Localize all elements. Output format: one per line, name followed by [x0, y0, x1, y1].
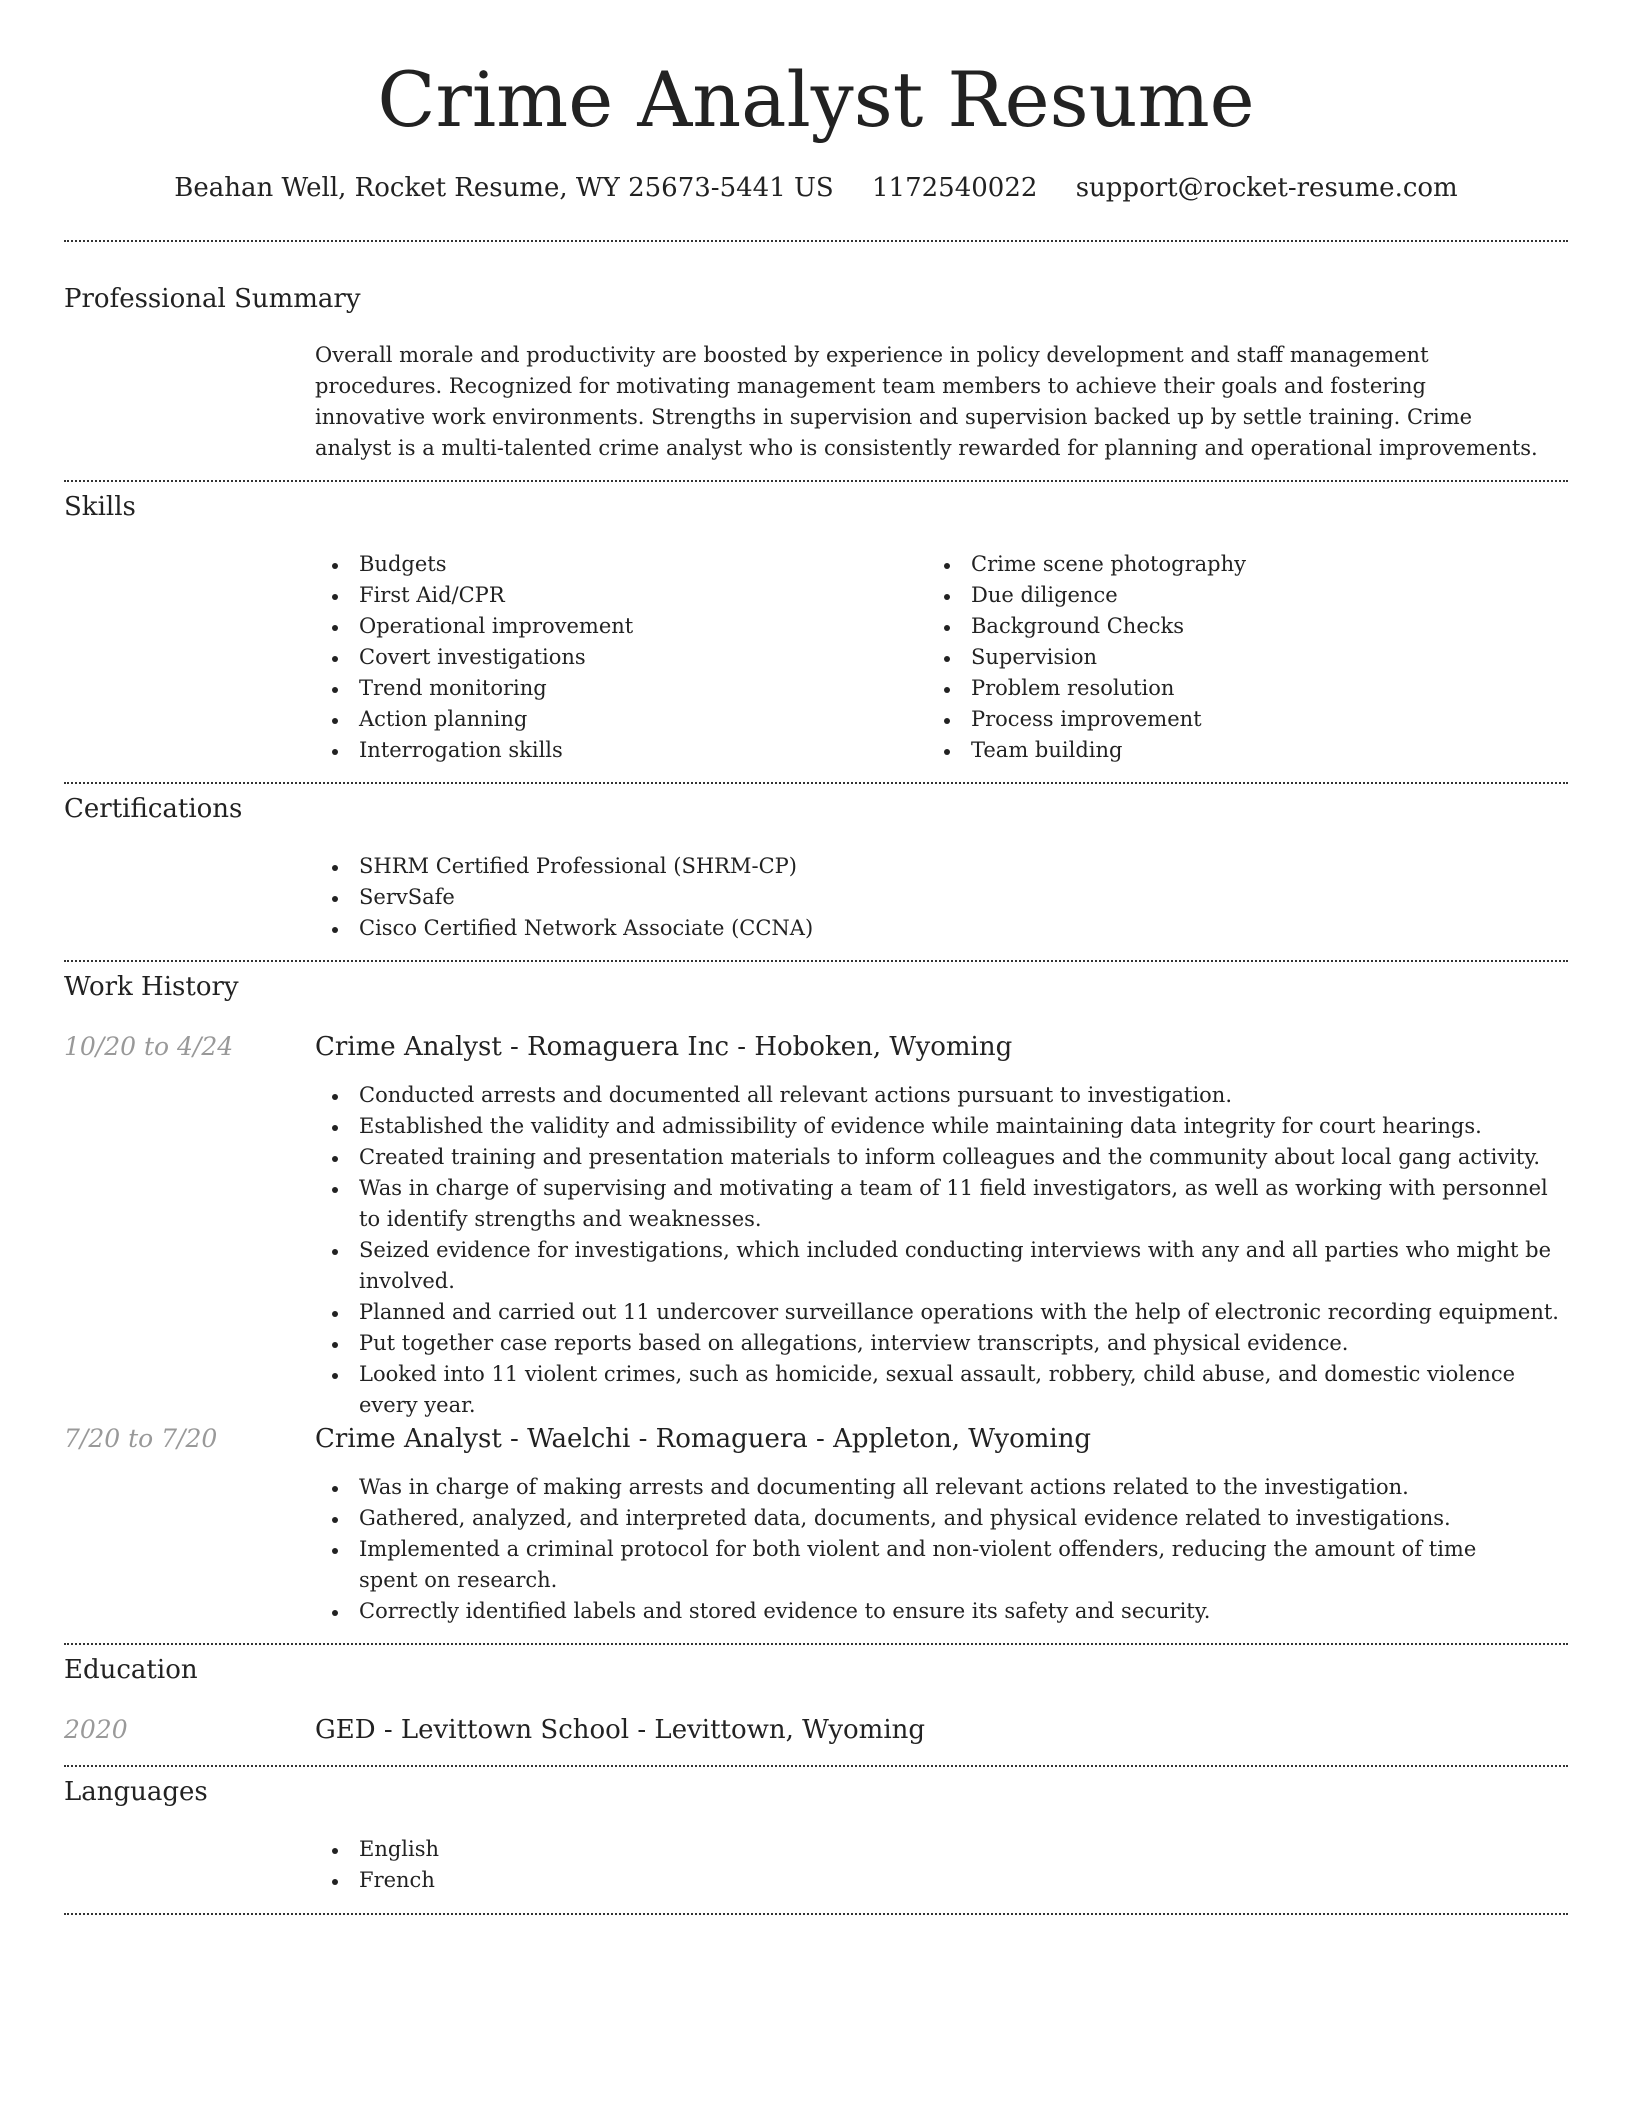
job-bullet: Implemented a criminal protocol for both violent and non-violent offenders, reducing the amount of time spent on research. [315, 1534, 1540, 1596]
skill-item: Budgets [315, 549, 895, 580]
section-divider [64, 782, 1568, 784]
contact-address: Beahan Well, Rocket Resume, WY 25673-5441 US [174, 173, 834, 203]
certifications-heading: Certifications [64, 794, 243, 824]
skills-list-right [927, 549, 1527, 766]
certification-item: ServSafe [315, 882, 1540, 913]
job-dates: 7/20 to 7/20 [64, 1424, 218, 1453]
skill-item: First Aid/CPR [315, 580, 895, 611]
job-title: Crime Analyst - Romaguera Inc - Hoboken, Wyoming [315, 1032, 1013, 1062]
job-bullet: Created training and presentation materials to inform colleagues and the community about local gang activity. [315, 1142, 1565, 1173]
job-bullet: Seized evidence for investigations, which included conducting interviews with any and all parties who might be involved. [315, 1235, 1565, 1297]
section-divider [64, 240, 1568, 242]
section-divider [64, 1643, 1568, 1645]
education-year: 2020 [64, 1715, 128, 1744]
contact-email: support@rocket-resume.com [1075, 173, 1458, 203]
job-bullet: Gathered, analyzed, and interpreted data, documents, and physical evidence related to investigations. [315, 1503, 1540, 1534]
section-divider [64, 1913, 1568, 1915]
skill-item: Covert investigations [315, 642, 895, 673]
job-bullet: Planned and carried out 11 undercover surveillance operations with the help of electronic recording equipment. [315, 1297, 1565, 1328]
language-item: French [315, 1865, 915, 1896]
skill-item: Trend monitoring [315, 673, 895, 704]
job-bullet: Put together case reports based on allegations, interview transcripts, and physical evidence. [315, 1328, 1565, 1359]
resume-title: Crime Analyst Resume [377, 55, 1255, 144]
skill-item: Supervision [927, 642, 1527, 673]
certification-item: SHRM Certified Professional (SHRM-CP) [315, 851, 1540, 882]
contact-phone: 1172540022 [872, 173, 1038, 203]
section-divider [64, 960, 1568, 962]
education-degree: GED - Levittown School - Levittown, Wyoming [315, 1715, 926, 1745]
job-bullets [315, 1472, 1540, 1627]
skill-item: Problem resolution [927, 673, 1527, 704]
skill-item: Crime scene photography [927, 549, 1527, 580]
certification-item: Cisco Certified Network Associate (CCNA) [315, 913, 1540, 944]
job-bullet: Was in charge of supervising and motivating a team of 11 field investigators, as well as working with personnel to identify strengths and weaknesses. [315, 1173, 1565, 1235]
languages-list [315, 1834, 915, 1896]
summary-heading: Professional Summary [64, 284, 361, 314]
job-bullet: Correctly identified labels and stored evidence to ensure its safety and security. [315, 1596, 1540, 1627]
work-history-heading: Work History [64, 972, 239, 1002]
job-bullet: Conducted arrests and documented all relevant actions pursuant to investigation. [315, 1080, 1565, 1111]
skill-item: Interrogation skills [315, 735, 895, 766]
job-bullets [315, 1080, 1565, 1421]
skill-item: Process improvement [927, 704, 1527, 735]
skills-list-left [315, 549, 895, 766]
job-title: Crime Analyst - Waelchi - Romaguera - Appleton, Wyoming [315, 1424, 1092, 1454]
skills-heading: Skills [64, 492, 136, 522]
language-item: English [315, 1834, 915, 1865]
job-dates: 10/20 to 4/24 [64, 1032, 234, 1061]
skill-item: Operational improvement [315, 611, 895, 642]
section-divider [64, 480, 1568, 482]
section-divider [64, 1765, 1568, 1767]
job-bullet: Looked into 11 violent crimes, such as homicide, sexual assault, robbery, child abuse, and domestic violence every year. [315, 1359, 1565, 1421]
languages-heading: Languages [64, 1777, 208, 1807]
contact-line [0, 170, 1632, 206]
certifications-list [315, 851, 1540, 944]
job-bullet: Was in charge of making arrests and documenting all relevant actions related to the investigation. [315, 1472, 1540, 1503]
education-heading: Education [64, 1655, 198, 1685]
skill-item: Due diligence [927, 580, 1527, 611]
skill-item: Action planning [315, 704, 895, 735]
job-bullet: Established the validity and admissibility of evidence while maintaining data integrity for court hearings. [315, 1111, 1565, 1142]
summary-text: Overall morale and productivity are boosted by experience in policy development and staff management procedures. Recognized for motivating management team members to achieve their goals and fostering innovative work environments. Strengths in supervision and supervision backed up by settle training. Crime analyst is a multi-talented crime analyst who is consistently rewarded for planning and operational improvements. [315, 343, 1538, 460]
skill-item: Team building [927, 735, 1527, 766]
skill-item: Background Checks [927, 611, 1527, 642]
